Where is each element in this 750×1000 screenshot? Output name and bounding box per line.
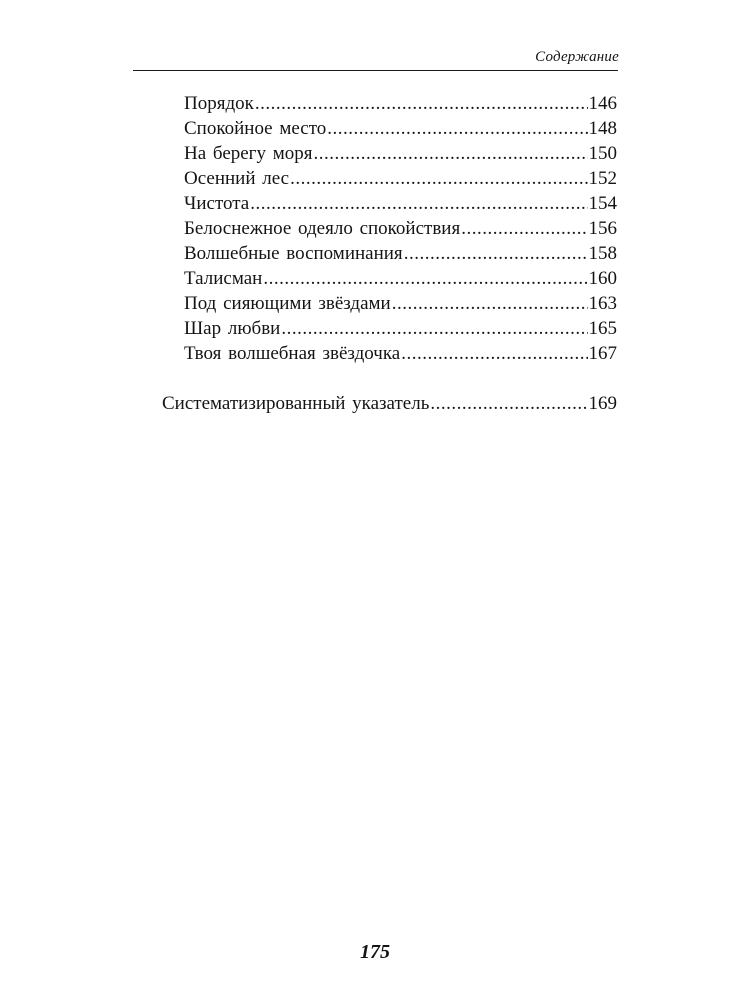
toc-entry-page: 160 [588,268,617,289]
toc-entry-title: Осенний лес [184,168,290,189]
running-head-title: Содержание [535,49,619,65]
toc-entry [184,217,617,241]
toc-entry-page: 154 [588,193,617,214]
toc-entry-title: Спокойное место [184,118,327,139]
toc-entry [184,92,617,116]
toc-entry-title: На берегу моря [184,143,313,164]
toc-entry-title: Чистота [184,193,250,214]
header-rule [133,70,618,71]
toc-index-title: Систематизированный указатель [162,393,430,414]
toc-entry-page: 150 [588,143,617,164]
toc-entry-page: 158 [588,243,617,264]
toc-entry [184,317,617,341]
toc-entry-page: 163 [588,293,617,314]
toc-entry-page: 156 [588,218,617,239]
dot-leader [290,167,587,191]
toc-entry-page: 152 [588,168,617,189]
toc-entry-title: Белоснежное одеяло спокойствия [184,218,461,239]
toc-entry-title: Шар любви [184,318,281,339]
dot-leader [281,317,587,341]
dot-leader [327,117,587,141]
toc-entry [184,117,617,141]
toc-entry-title: Порядок [184,93,254,114]
dot-leader [250,192,587,216]
page-number: 175 [360,941,390,963]
dot-leader [314,142,588,166]
dot-leader [404,242,588,266]
toc-entry [184,142,617,166]
dot-leader [461,217,587,241]
toc-entry-page: 146 [588,93,617,114]
dot-leader [392,292,588,316]
toc-entry [184,292,617,316]
toc-entry [184,267,617,291]
toc-entry-title: Под сияющими звёздами [184,293,391,314]
dot-leader [401,342,587,366]
toc-entry-title: Волшебные воспоминания [184,243,403,264]
toc-entry [184,242,617,266]
toc-entry-page: 167 [588,343,617,364]
toc-entry-title: Твоя волшебная звёздочка [184,343,401,364]
toc-index-entry [162,392,617,416]
toc-entry [184,342,617,366]
dot-leader [430,392,587,416]
toc-entry [184,192,617,216]
toc-entry-title: Талисман [184,268,263,289]
toc-entry-page: 148 [588,118,617,139]
dot-leader [255,92,588,116]
toc-index-page: 169 [588,393,617,414]
toc-entry [184,167,617,191]
toc-entry-page: 165 [588,318,617,339]
dot-leader [263,267,587,291]
